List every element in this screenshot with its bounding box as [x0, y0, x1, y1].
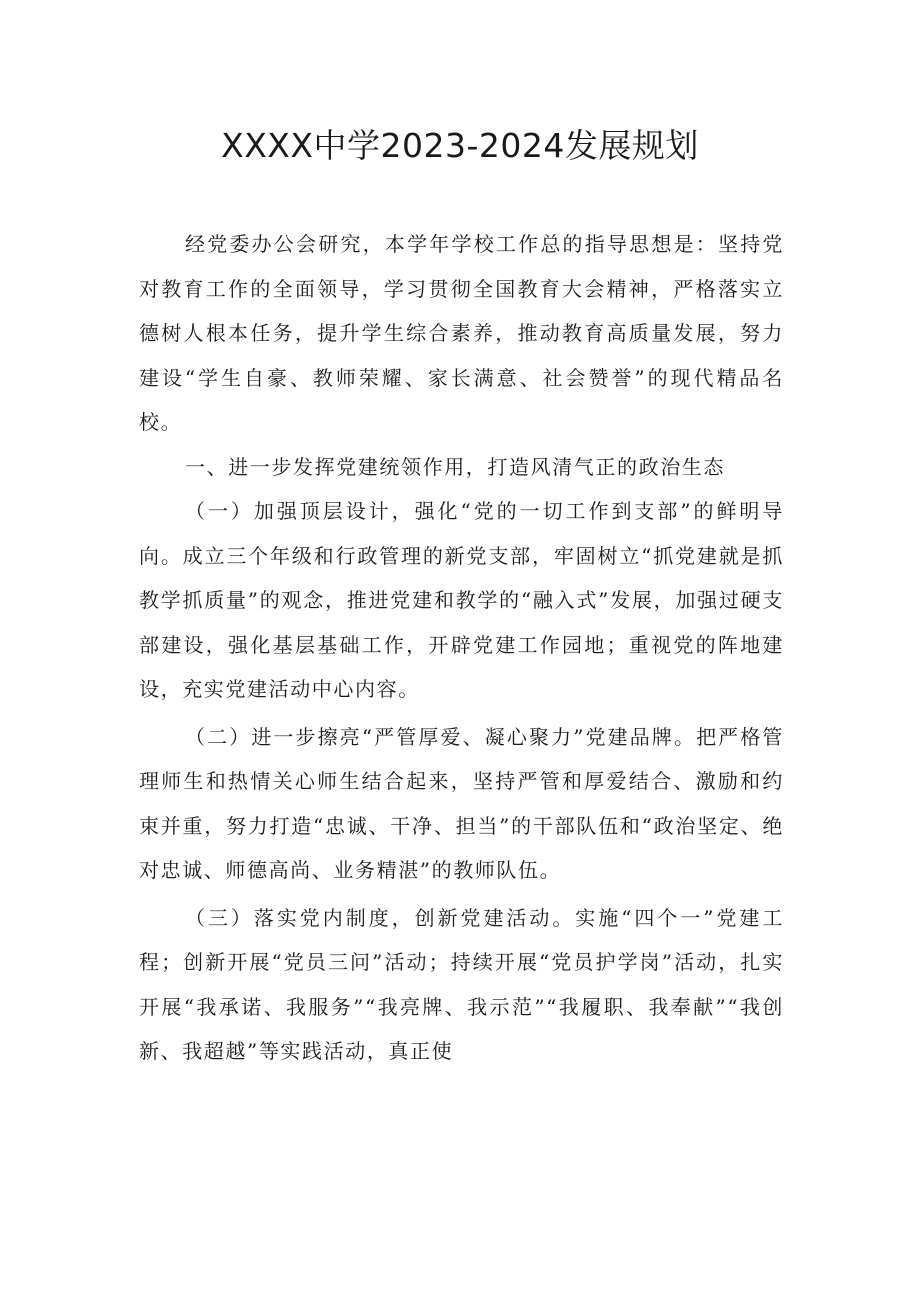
paragraph-item-2: （二）进一步擦亮“严管厚爱、凝心聚力”党建品牌。把严格管理师生和热情关心师生结合起来，坚持严管和厚爱结合、激励和约束并重，努力打造“忠诚、干净、担当”的干部队伍和“政治坚定、绝对忠诚、师德高尚、业务精湛”的教师队伍。	[139, 724, 784, 882]
section-heading-1: 一、进一步发挥党建统领作用，打造风清气正的政治生态	[185, 454, 725, 479]
document-title: XXXX中学2023-2024发展规划	[221, 126, 699, 165]
paragraph-item-1: （一）加强顶层设计，强化“党的一切工作到支部”的鲜明导向。成立三个年级和行政管理的新党支部，牢固树立“抓党建就是抓教学抓质量”的观念，推进党建和教学的“融入式”发展，加强过硬支部建设，强化基层基础工作，开辟党建工作园地；重视党的阵地建设，充实党建活动中心内容。	[139, 499, 784, 701]
paragraph-intro: 经党委办公会研究，本学年学校工作总的指导思想是：坚持党对教育工作的全面领导，学习贯彻全国教育大会精神，严格落实立德树人根本任务，提升学生综合素养，推动教育高质量发展，努力建设“学生自豪、教师荣耀、家长满意、社会赞誉”的现代精品名校。	[139, 232, 784, 434]
document-body	[139, 222, 784, 1074]
paragraph-item-3: （三）落实党内制度，创新党建活动。实施“四个一”党建工程；创新开展“党员三问”活动；持续开展“党员护学岗”活动，扎实开展“我承诺、我服务”“我亮牌、我示范”“我履职、我奉献”“我创新、我超越”等实践活动，真正使	[139, 905, 784, 1063]
